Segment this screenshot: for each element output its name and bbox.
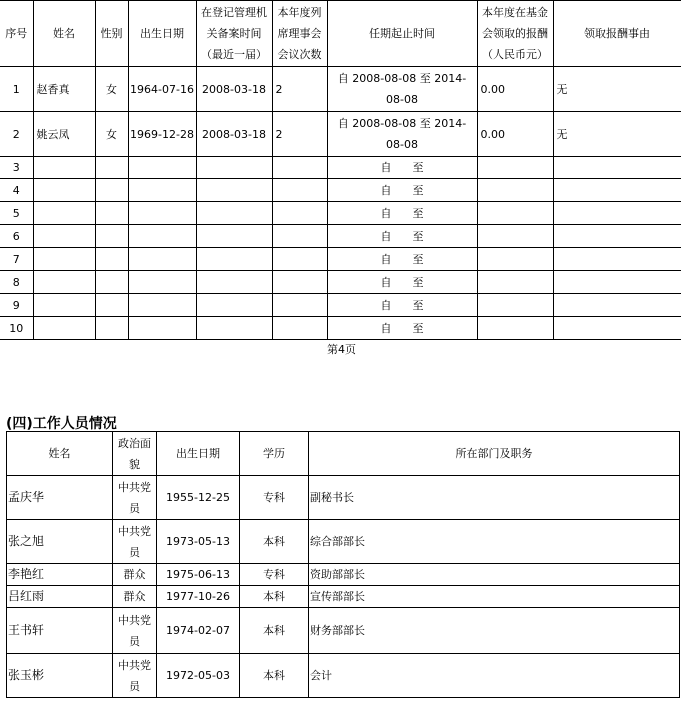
header-cell: 所在部门及职务 <box>309 432 680 476</box>
cell-gender: 女 <box>95 112 128 157</box>
cell-birth: 1955-12-25 <box>157 476 240 520</box>
cell-term: 自 2008-08-08 至 2014- 08-08 <box>327 112 477 157</box>
cell-name: 李艳红 <box>7 564 113 586</box>
header-cell: 学历 <box>240 432 309 476</box>
cell-term: 自 至 <box>327 225 477 248</box>
table-row <box>0 67 681 112</box>
header-cell: 姓名 <box>33 1 95 67</box>
cell-political: 中共党 员 <box>113 476 157 520</box>
cell-political: 群众 <box>113 586 157 608</box>
header-cell: 序号 <box>0 1 33 67</box>
table-row <box>0 202 681 225</box>
cell-no: 7 <box>0 248 33 271</box>
cell-term: 自 至 <box>327 157 477 179</box>
table-row <box>7 586 680 608</box>
cell-political: 群众 <box>113 564 157 586</box>
cell-birth: 1974-02-07 <box>157 608 240 654</box>
cell-no: 10 <box>0 317 33 340</box>
cell-name: 张玉彬 <box>7 654 113 698</box>
section-title: (四)工作人员情况 <box>6 416 117 432</box>
table-row <box>0 248 681 271</box>
cell-birth: 1975-06-13 <box>157 564 240 586</box>
cell-no: 9 <box>0 294 33 317</box>
cell-term: 自 至 <box>327 248 477 271</box>
table-row <box>0 157 681 179</box>
table-row <box>0 179 681 202</box>
cell-name: 吕红雨 <box>7 586 113 608</box>
cell-political: 中共党 员 <box>113 654 157 698</box>
table-header-row <box>7 432 680 476</box>
cell-post: 会计 <box>309 654 680 698</box>
table-row <box>0 317 681 340</box>
cell-name: 张之旭 <box>7 520 113 564</box>
cell-no: 2 <box>0 112 33 157</box>
table-row <box>7 564 680 586</box>
cell-no: 4 <box>0 179 33 202</box>
cell-edu: 本科 <box>240 586 309 608</box>
cell-no: 3 <box>0 157 33 179</box>
cell-pay: 0.00 <box>477 67 553 112</box>
table-row <box>0 225 681 248</box>
header-cell: 出生日期 <box>128 1 196 67</box>
cell-birth: 1964-07-16 <box>128 67 196 112</box>
cell-edu: 本科 <box>240 608 309 654</box>
cell-post: 综合部部长 <box>309 520 680 564</box>
cell-reason: 无 <box>553 112 681 157</box>
cell-political: 中共党 员 <box>113 608 157 654</box>
cell-post: 财务部部长 <box>309 608 680 654</box>
cell-meetings: 2 <box>272 112 327 157</box>
cell-no: 1 <box>0 67 33 112</box>
cell-term: 自 至 <box>327 202 477 225</box>
cell-edu: 专科 <box>240 476 309 520</box>
cell-filed: 2008-03-18 <box>196 67 272 112</box>
table-row <box>0 294 681 317</box>
cell-birth: 1969-12-28 <box>128 112 196 157</box>
cell-name: 王书轩 <box>7 608 113 654</box>
cell-birth: 1973-05-13 <box>157 520 240 564</box>
cell-meetings: 2 <box>272 67 327 112</box>
cell-post: 副秘书长 <box>309 476 680 520</box>
table-row <box>0 271 681 294</box>
cell-term: 自 2008-08-08 至 2014- 08-08 <box>327 67 477 112</box>
table-row <box>7 654 680 698</box>
table-row <box>7 476 680 520</box>
header-cell: 本年度列 席理事会 会议次数 <box>272 1 327 67</box>
board-members-table <box>0 0 681 340</box>
table-row <box>0 112 681 157</box>
cell-term: 自 至 <box>327 179 477 202</box>
table-row <box>7 608 680 654</box>
cell-edu: 本科 <box>240 654 309 698</box>
cell-political: 中共党 员 <box>113 520 157 564</box>
header-cell: 姓名 <box>7 432 113 476</box>
cell-no: 6 <box>0 225 33 248</box>
header-cell: 出生日期 <box>157 432 240 476</box>
cell-filed: 2008-03-18 <box>196 112 272 157</box>
table-header-row <box>0 1 681 67</box>
cell-pay: 0.00 <box>477 112 553 157</box>
cell-term: 自 至 <box>327 317 477 340</box>
table-row <box>7 520 680 564</box>
cell-edu: 专科 <box>240 564 309 586</box>
cell-no: 5 <box>0 202 33 225</box>
cell-birth: 1977-10-26 <box>157 586 240 608</box>
cell-name: 孟庆华 <box>7 476 113 520</box>
cell-edu: 本科 <box>240 520 309 564</box>
cell-term: 自 至 <box>327 271 477 294</box>
cell-post: 宣传部部长 <box>309 586 680 608</box>
header-cell: 领取报酬事由 <box>553 1 681 67</box>
header-cell: 在登记管理机 关备案时间 （最近一届） <box>196 1 272 67</box>
cell-reason: 无 <box>553 67 681 112</box>
header-cell: 任期起止时间 <box>327 1 477 67</box>
cell-no: 8 <box>0 271 33 294</box>
header-cell: 本年度在基金 会领取的报酬 （人民币元） <box>477 1 553 67</box>
cell-term: 自 至 <box>327 294 477 317</box>
cell-gender: 女 <box>95 67 128 112</box>
staff-table <box>6 431 680 698</box>
cell-name: 赵香真 <box>33 67 95 112</box>
cell-name: 姚云凤 <box>33 112 95 157</box>
cell-post: 资助部部长 <box>309 564 680 586</box>
page-number: 第4页 <box>327 343 356 356</box>
cell-birth: 1972-05-03 <box>157 654 240 698</box>
header-cell: 性别 <box>95 1 128 67</box>
header-cell: 政治面 貌 <box>113 432 157 476</box>
